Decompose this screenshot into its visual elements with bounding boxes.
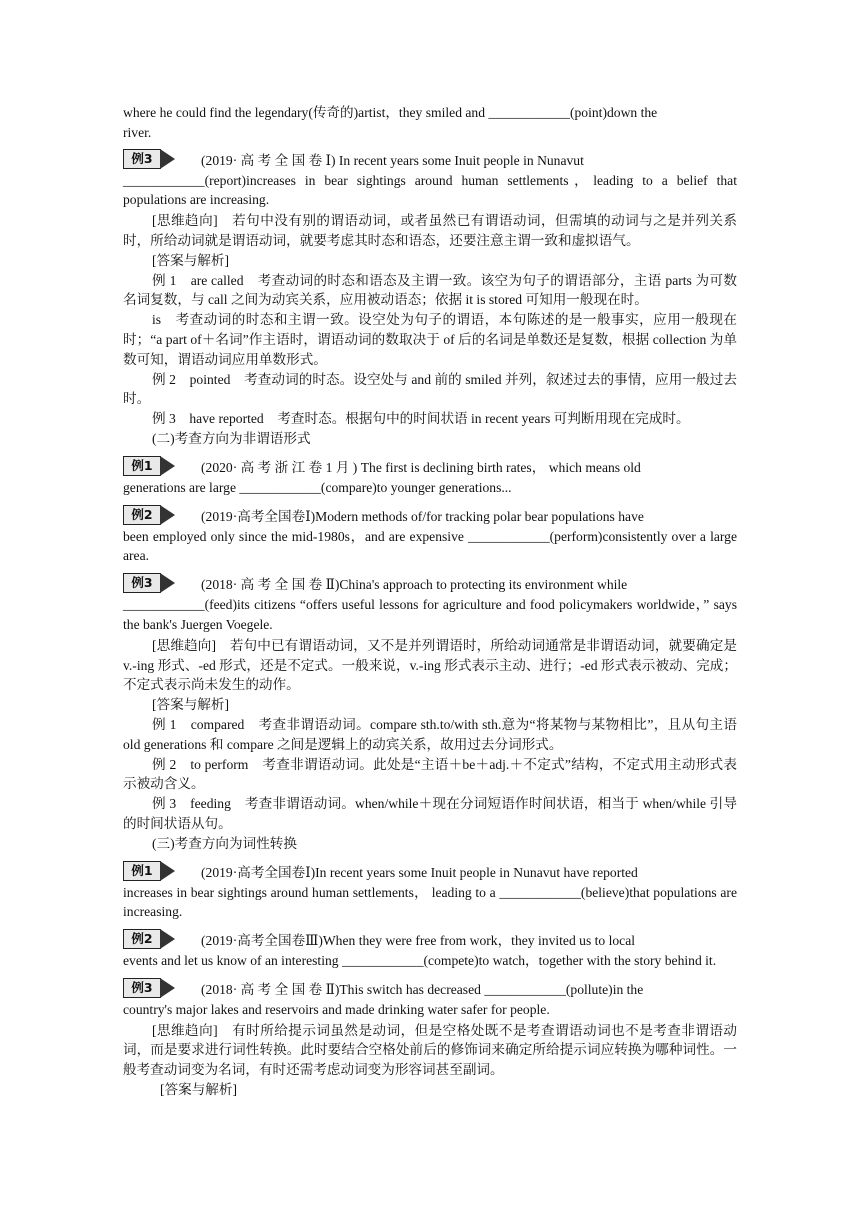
example-badge-label: 例3	[123, 978, 161, 998]
part1-tip	[123, 211, 737, 251]
example-question-rest: ____________(feed)its citizens “offers useful lessons for agriculture and food policymakers worldwide，” says the bank's Juergen Voegele.	[123, 597, 737, 632]
arrow-icon	[160, 861, 175, 881]
example-badge-label: 例2	[123, 505, 161, 525]
part1-example-3	[123, 148, 737, 211]
example-badge-3	[123, 573, 179, 595]
intro-line-2: river.	[123, 124, 152, 140]
part2-example-1	[123, 455, 737, 498]
part3-tip	[123, 1021, 737, 1080]
example-question-rest: ____________(report)increases in bear sightings around human settlements，leading to a belief that populations are increasing.	[123, 172, 737, 208]
example-question-rest: been employed only since the mid-1980s，and are expensive ____________(perform)consistently over a large area.	[123, 528, 737, 564]
tip-label: [思维趋向]	[152, 637, 217, 653]
example-question-rest: generations are large ____________(compare)to younger generations...	[123, 479, 512, 495]
tip-text: 有时所给提示词虽然是动词，但是空格处既不是考查谓语动词也不是考查非谓语动词，而是要求进行词性转换。此时要结合空格处前后的修饰词来确定所给提示词应转换为哪种词性。一般考查动词变为名词，有时还需考虑动词变为形容词甚至副词。	[123, 1022, 738, 1078]
arrow-icon	[160, 505, 175, 525]
example-badge-1	[123, 861, 179, 883]
example-badge-label: 例3	[123, 573, 161, 593]
example-badge-2	[123, 505, 179, 527]
tip-text: 若句中没有别的谓语动词，或者虽然已有谓语动词，但需填的动词与之是并列关系时，所给动词就是谓语动词，就要考虑其时态和语态，还要注意主谓一致和虚拟语气。	[123, 213, 738, 248]
tip-text: 若句中已有谓语动词，又不是并列谓语时，所给动词通常是非谓语动词，就要确定是 v.-ing 形式、-ed 形式，还是不定式。一般来说，v.-ing 形式表示主动、进行；-ed 形式表示被动、完成；不定式表示尚未发生的动作。	[123, 637, 737, 693]
part1-answer-1b: is 考查动词的时态和主谓一致。设空处为句子的谓语，本句陈述的是一般事实，应用一般现在时；“a part of＋名词”作主语时，谓语动词的数取决于 of 后的名词是单数还是复数，根据 collection 为单数可知，谓语动词应用单数形式。	[123, 312, 737, 367]
arrow-icon	[160, 929, 175, 949]
arrow-icon	[160, 456, 175, 476]
example-question-first-line: (2019·高考全国卷Ⅰ)In recent years some Inuit people in Nunavut have reported	[201, 864, 638, 880]
part3-heading: (三)考查方向为词性转换	[152, 835, 297, 851]
example-badge-label: 例1	[123, 861, 161, 881]
part2-tip	[123, 636, 737, 695]
example-badge-3	[123, 978, 179, 1000]
part2-answer-label: [答案与解析]	[152, 697, 230, 713]
example-badge-2	[123, 929, 179, 951]
part2-example-2	[123, 504, 737, 567]
example-question-first-line: (2019·高考全国卷Ⅰ)Modern methods of/for tracking polar bear populations have	[201, 508, 644, 524]
part2-answer-1: 例 1 compared 考查非谓语动词。compare sth.to/with sth.意为“将某物与某物相比”，且从句主语 old generations 和 compare 之间是逻辑上的动宾关系，故用过去分词形式。	[123, 716, 737, 752]
example-badge-label: 例3	[123, 149, 161, 169]
part2-answer-3: 例 3 feeding 考查非谓语动词。when/while＋现在分词短语作时间状语，相当于 when/while 引导的时间状语从句。	[123, 796, 737, 831]
arrow-icon	[160, 978, 175, 998]
part2-heading: (二)考查方向为非谓语形式	[152, 430, 311, 446]
example-question-rest: country's major lakes and reservoirs and made drinking water safer for people.	[123, 1001, 550, 1017]
arrow-icon	[160, 573, 175, 593]
part1-answer-1: 例 1 are called 考查动词的时态和语态及主谓一致。该空为句子的谓语部分，主语 parts 为可数名词复数，与 call 之间为动宾关系，应用被动语态；依据 it is stored 可知用一般现在时。	[123, 272, 737, 308]
part2-example-3	[123, 572, 737, 635]
tip-label: [思维趋向]	[152, 213, 218, 229]
part1-answer-3: 例 3 have reported 考查时态。根据句中的时间状语 in recent years 可判断用现在完成时。	[152, 411, 690, 427]
example-question-rest: increases in bear sightings around human settlements， leading to a ____________(believe)that populations are increasing.	[123, 884, 737, 920]
arrow-icon	[160, 149, 175, 169]
example-question-first-line: (2020· 高 考 浙 江 卷 1 月 ) The first is declining birth rates， which means old	[201, 459, 641, 475]
part3-answer-label: [答案与解析]	[160, 1082, 238, 1098]
part3-example-3	[123, 977, 737, 1020]
document-page	[123, 103, 737, 1100]
tip-label: [思维趋向]	[152, 1022, 218, 1038]
example-question-first-line: (2018· 高 考 全 国 卷 Ⅱ)This switch has decreased ____________(pollute)in the	[201, 981, 644, 997]
example-question-first-line: (2019·高考全国卷Ⅲ)When they were free from work，they invited us to local	[201, 933, 636, 949]
part1-answer-label: [答案与解析]	[152, 252, 230, 268]
example-badge-label: 例1	[123, 456, 161, 476]
example-question-first-line: (2019· 高 考 全 国 卷 Ⅰ) In recent years some Inuit people in Nunavut	[201, 152, 584, 168]
part3-example-1	[123, 860, 737, 923]
example-badge-label: 例2	[123, 929, 161, 949]
example-question-first-line: (2018· 高 考 全 国 卷 Ⅱ)China's approach to protecting its environment while	[201, 577, 628, 593]
part3-example-2	[123, 928, 737, 971]
example-badge-3	[123, 149, 179, 171]
part2-answer-2: 例 2 to perform 考查非谓语动词。此处是“主语＋be＋adj.＋不定式”结构，不定式用主动形式表示被动含义。	[123, 756, 737, 792]
part1-answer-2: 例 2 pointed 考查动词的时态。设空处与 and 前的 smiled 并列，叙述过去的事情，应用一般过去时。	[123, 371, 737, 407]
example-badge-1	[123, 456, 179, 478]
intro-line-1: where he could find the legendary(传奇的)artist，they smiled and ____________(point)down the	[123, 105, 658, 120]
example-question-rest: events and let us know of an interesting ____________(compete)to watch，together with the story behind it.	[123, 953, 717, 969]
